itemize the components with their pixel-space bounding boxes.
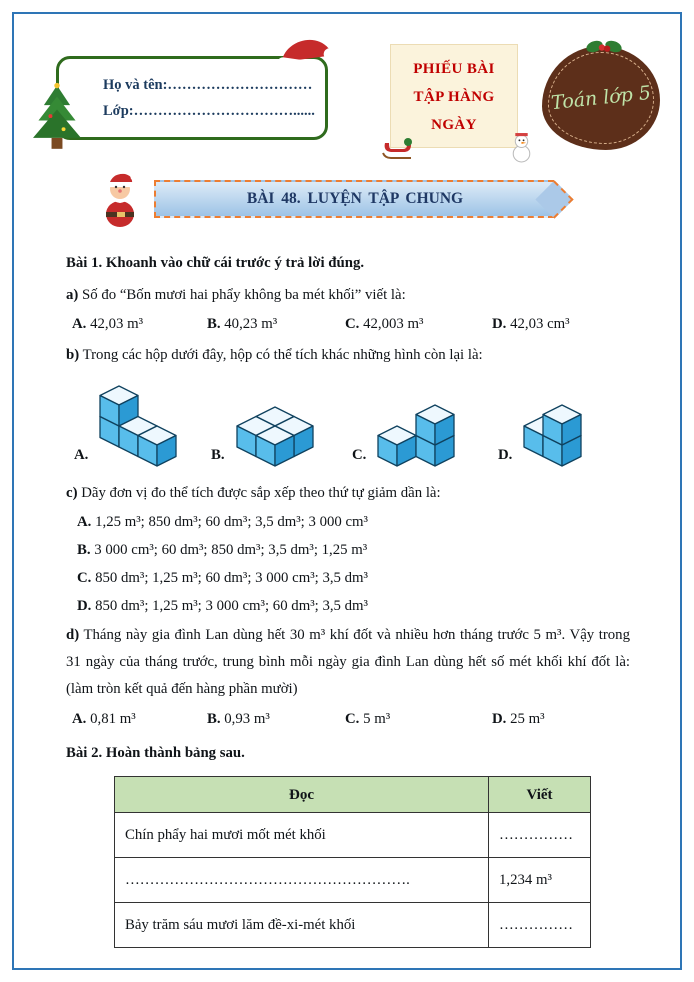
- question-b-label: b): [66, 347, 80, 363]
- option-text: 3 000 cm³; 60 dm³; 850 dm³; 3,5 dm³; 1,25 m³: [94, 542, 368, 558]
- cube-figure-d: [498, 403, 583, 468]
- question-d-prompt: [66, 622, 630, 703]
- cube-figure-c-image: [376, 403, 456, 468]
- subject-badge: [542, 46, 660, 150]
- cube-figure-b: [211, 405, 352, 468]
- option-label: A.: [72, 316, 87, 332]
- figure-label: C.: [352, 447, 367, 463]
- question-c-text: Dãy đơn vị đo thể tích được sắp xếp theo thứ tự giảm dần là:: [81, 485, 441, 501]
- worksheet-page: [12, 12, 682, 970]
- option-text: 25 m³: [510, 711, 545, 727]
- option-label: D.: [492, 711, 507, 727]
- cube-figure-d-image: [522, 403, 583, 468]
- question-b-text: Trong các hộp dưới đây, hộp có thể tích khác những hình còn lại là:: [82, 347, 483, 363]
- option-text: 0,93 m³: [224, 711, 270, 727]
- option-text: 850 dm³; 1,25 m³; 3 000 cm³; 60 dm³; 3,5 dm³: [95, 598, 368, 614]
- option-item: [77, 508, 630, 536]
- answer-blank: ……………: [489, 813, 591, 858]
- option-label: B.: [77, 542, 91, 558]
- header: [56, 44, 680, 150]
- option-item: [345, 706, 492, 732]
- table-cell-doc: Chín phẩy hai mươi mốt mét khối: [115, 813, 489, 858]
- christmas-tree-icon: [33, 81, 81, 149]
- option-text: 850 dm³; 1,25 m³; 60 dm³; 3 000 cm³; 3,5 dm³: [95, 570, 368, 586]
- answer-blank: ………………………………………………….: [115, 858, 489, 903]
- option-text: 42,03 cm³: [510, 316, 570, 332]
- snowman-icon: [510, 132, 533, 163]
- question-d-label: d): [66, 627, 80, 643]
- table-row: [115, 813, 591, 858]
- question-b-prompt: [66, 342, 630, 368]
- card-title-line: TẬP HÀNG: [413, 89, 495, 105]
- option-label: D.: [77, 598, 92, 614]
- santa-sleigh-icon: [381, 137, 417, 161]
- option-label: B.: [207, 711, 221, 727]
- option-text: 1,25 m³; 850 dm³; 60 dm³; 3,5 dm³; 3 000 cm³: [95, 514, 368, 530]
- cube-figure-b-image: [235, 405, 315, 468]
- question-a-text: Số đo “Bốn mươi hai phẩy không ba mét khối” viết là:: [82, 287, 406, 303]
- option-label: D.: [492, 316, 507, 332]
- student-info-box: [56, 56, 328, 140]
- card-title-line: PHIẾU BÀI: [413, 61, 495, 77]
- exercise2-title: Bài 2. Hoàn thành bảng sau.: [66, 745, 245, 761]
- option-item: [207, 311, 345, 337]
- answer-blank: ……………: [489, 903, 591, 948]
- option-item: [492, 706, 545, 732]
- option-item: [77, 564, 630, 592]
- lesson-banner: [154, 180, 554, 218]
- question-a-options: [72, 311, 630, 337]
- santa-hat-icon: [274, 27, 342, 81]
- table-cell-doc: Bảy trăm sáu mươi lăm đề-xi-mét khối: [115, 903, 489, 948]
- question-d-text: Tháng này gia đình Lan dùng hết 30 m³ khí đốt và nhiều hơn tháng trước 5 m³. Vậy trong 31 ngày của tháng trước, trung bình mỗi ngày gia đình Lan dùng hết số mét khối khí đốt là: (làm tròn kết quả đến hàng phần mười): [66, 627, 630, 697]
- cube-figures-row: [74, 384, 630, 468]
- figure-label: D.: [498, 447, 513, 463]
- daily-sheet-card: [390, 44, 518, 148]
- option-text: 40,23 m³: [224, 316, 278, 332]
- class-line: Lớp:……………………………......: [103, 103, 315, 119]
- fill-table: [114, 776, 591, 948]
- option-label: C.: [77, 570, 92, 586]
- cube-figure-a-image: [98, 384, 178, 468]
- question-c-prompt: [66, 480, 630, 506]
- table-row: [115, 903, 591, 948]
- option-label: C.: [345, 711, 360, 727]
- lesson-banner-row: [14, 170, 680, 228]
- option-item: [345, 311, 492, 337]
- question-d-options: [72, 706, 630, 732]
- option-label: C.: [345, 316, 360, 332]
- name-line: Họ và tên:…………………………: [103, 77, 313, 93]
- question-a-prompt: [66, 282, 630, 308]
- option-text: 5 m³: [363, 711, 391, 727]
- option-item: [72, 311, 207, 337]
- table-header-doc: Đọc: [115, 777, 489, 813]
- question-a-label: a): [66, 287, 79, 303]
- option-text: 42,003 m³: [363, 316, 424, 332]
- lesson-title: BÀI 48. LUYỆN TẬP CHUNG: [246, 190, 464, 207]
- option-text: 42,03 m³: [90, 316, 144, 332]
- question-c-label: c): [66, 485, 78, 501]
- subject-badge-text: Toán lớp 5: [550, 81, 652, 115]
- holly-icon: [586, 37, 622, 56]
- table-header-row: [115, 777, 591, 813]
- table-row: [115, 858, 591, 903]
- table-header-viet: Viết: [489, 777, 591, 813]
- option-label: B.: [207, 316, 221, 332]
- santa-icon: [98, 170, 144, 228]
- figure-label: B.: [211, 447, 225, 463]
- option-item: [72, 706, 207, 732]
- table-cell-viet: 1,234 m³: [489, 858, 591, 903]
- option-label: A.: [77, 514, 92, 530]
- option-item: [492, 311, 570, 337]
- option-item: [77, 592, 630, 620]
- exercise1-title: Bài 1. Khoanh vào chữ cái trước ý trả lời đúng.: [66, 255, 365, 271]
- option-label: A.: [72, 711, 87, 727]
- option-item: [207, 706, 345, 732]
- option-item: [77, 536, 630, 564]
- option-text: 0,81 m³: [90, 711, 136, 727]
- worksheet-content: [14, 250, 680, 948]
- figure-label: A.: [74, 447, 89, 463]
- cube-figure-c: [352, 403, 498, 468]
- card-title-line: NGÀY: [431, 117, 477, 133]
- cube-figure-a: [74, 384, 211, 468]
